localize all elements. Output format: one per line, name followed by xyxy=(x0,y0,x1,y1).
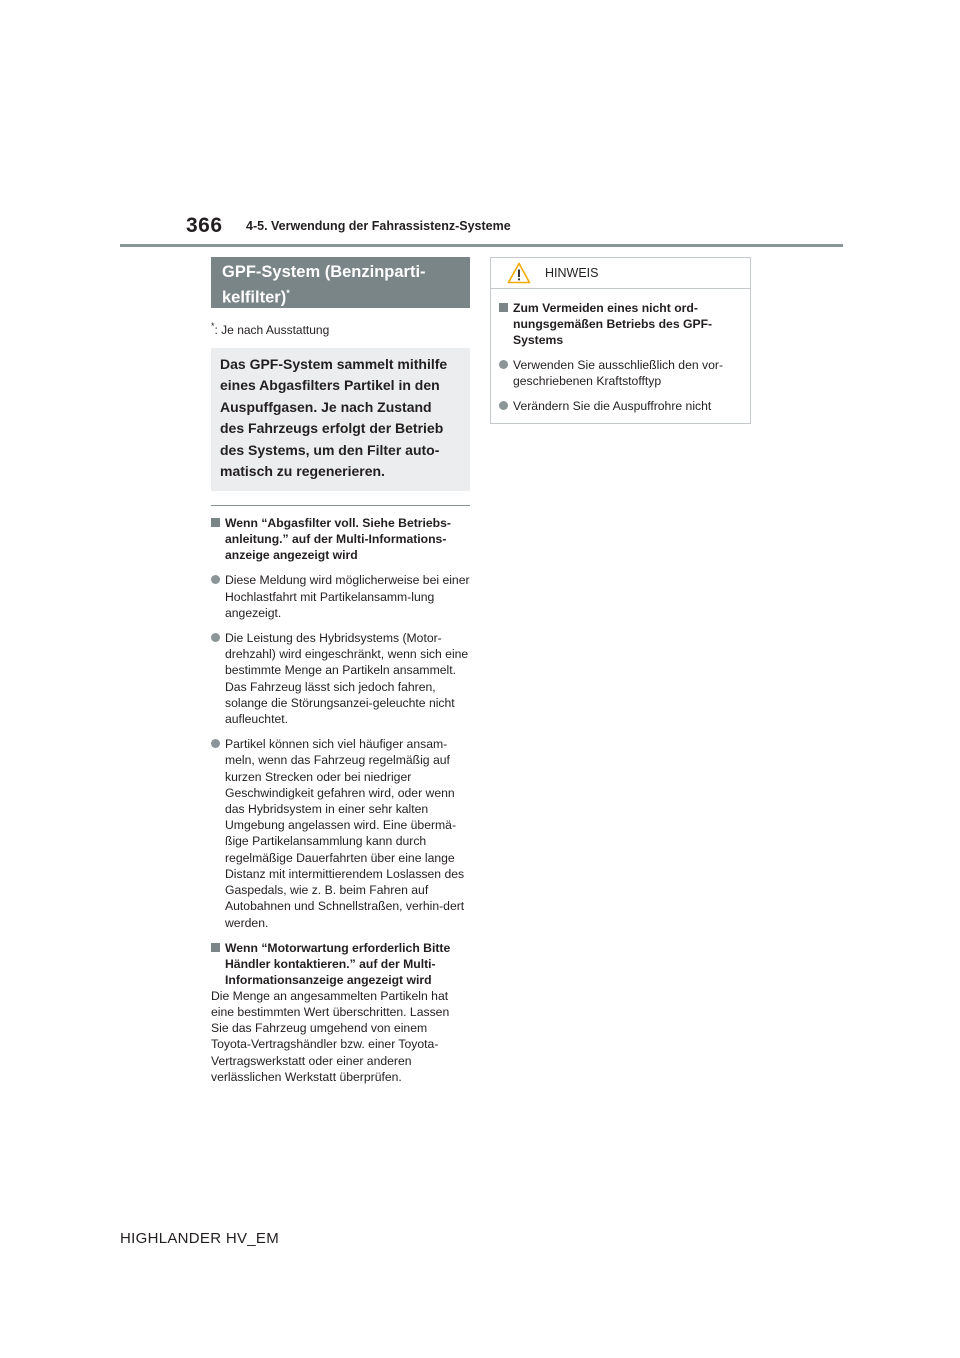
notice-subheading xyxy=(499,300,742,348)
notice-subheading-text: Zum Vermeiden eines nicht ord-nungsgemäßen Betriebs des GPF-Systems xyxy=(513,301,713,347)
warning-triangle-icon xyxy=(507,262,531,284)
paragraph: Die Menge an angesammelten Partikeln hat eine bestimmten Wert überschritten. Lassen Sie das Fahrzeug umgehend von einem Toyota-Vertragshändler bzw. einer Toyota-Vertragswerkstatt oder einer anderen verlässlichen Werkstatt überprüfen. xyxy=(211,988,450,1084)
square-bullet-icon xyxy=(211,943,220,952)
notice-bullet-text: Verändern Sie die Auspuffrohre nicht xyxy=(513,399,712,414)
bullet-item xyxy=(211,572,470,621)
summary-box xyxy=(211,348,470,491)
notice-box xyxy=(490,257,751,424)
summary-line: des Systems, um den Filter auto- xyxy=(220,441,440,458)
summary-line: Das GPF-System sammelt mithilfe xyxy=(220,356,448,372)
round-bullet-icon xyxy=(499,360,508,369)
bullet-item xyxy=(211,630,470,727)
section-title xyxy=(211,257,470,308)
notice-bullet-text: Verwenden Sie ausschließlich den vor-geschriebenen Kraftstofftyp xyxy=(513,358,724,389)
notice-label: HINWEIS xyxy=(545,266,599,280)
summary-line: matisch zu regenerieren. xyxy=(220,463,385,480)
bullet-item xyxy=(211,736,470,930)
round-bullet-icon xyxy=(499,401,508,410)
subheading xyxy=(211,940,470,988)
bullet-text: Partikel können sich viel häufiger ansam-meln, wenn das Fahrzeug regelmäßig auf kurzen Strecken oder bei niedriger Geschwindigkeit gefahren wird, oder wenn das Hybridsystem in einer sehr kalten Umgebung angelassen wird. Eine übermä-ßige Partikelansammlung kann durch regelmäßige Dauerfahrten über eine lange Distanz mit intermittierendem Loslassen des Gaspedals, wie z. B. beim Fahren auf Autobahnen und Schnellstraßen, verhin-dert werden. xyxy=(225,737,465,930)
footnote-mark: * xyxy=(211,321,215,331)
left-column xyxy=(211,257,470,1085)
notice-body xyxy=(491,289,750,423)
section-title-line2: kelfilter) xyxy=(222,288,287,307)
separator-rule xyxy=(211,505,470,506)
page-number: 366 xyxy=(186,214,223,237)
subheading xyxy=(211,515,470,563)
chapter-title: 4-5. Verwendung der Fahrassistenz-Systeme xyxy=(246,219,511,233)
square-bullet-icon xyxy=(499,303,508,312)
footer-model: HIGHLANDER HV_EM xyxy=(120,1230,279,1247)
round-bullet-icon xyxy=(211,575,220,584)
notice-header xyxy=(491,258,750,289)
round-bullet-icon xyxy=(211,739,220,748)
section-title-line1: GPF-System (Benzinparti- xyxy=(222,263,426,281)
square-bullet-icon xyxy=(211,518,220,527)
footnote xyxy=(211,321,470,337)
bullet-text: Diese Meldung wird möglicherweise bei einer Hochlastfahrt mit Partikelansamm-lung angezeigt. xyxy=(225,573,470,620)
summary-line: des Fahrzeugs erfolgt der Betrieb xyxy=(220,420,444,437)
header-rule xyxy=(120,244,843,247)
notice-bullet xyxy=(499,357,742,389)
subheading-text: Wenn “Motorwartung erforderlich Bitte Händler kontaktieren.” auf der Multi-Informationsanzeige angezeigt wird xyxy=(225,940,451,987)
subheading-text: Wenn “Abgasfilter voll. Siehe Betriebs-anleitung.” auf der Multi-Informations-anzeige angezeigt wird xyxy=(225,516,451,563)
round-bullet-icon xyxy=(211,633,220,642)
notice-bullet xyxy=(499,398,742,414)
summary-line: Auspuffgasen. Je nach Zustand xyxy=(220,398,432,415)
bullet-text: Die Leistung des Hybridsystems (Motor-drehzahl) wird eingeschränkt, wenn sich eine bestimmte Menge an Partikeln ansammelt. Das Fahrzeug lässt sich jedoch fahren, solange die Störungsanzei-geleuchte nicht aufleuchtet. xyxy=(225,631,469,727)
section-title-mark: * xyxy=(286,288,290,298)
footnote-text: : Je nach Ausstattung xyxy=(214,323,330,337)
summary-line: eines Abgasfilters Partikel in den xyxy=(220,377,440,394)
